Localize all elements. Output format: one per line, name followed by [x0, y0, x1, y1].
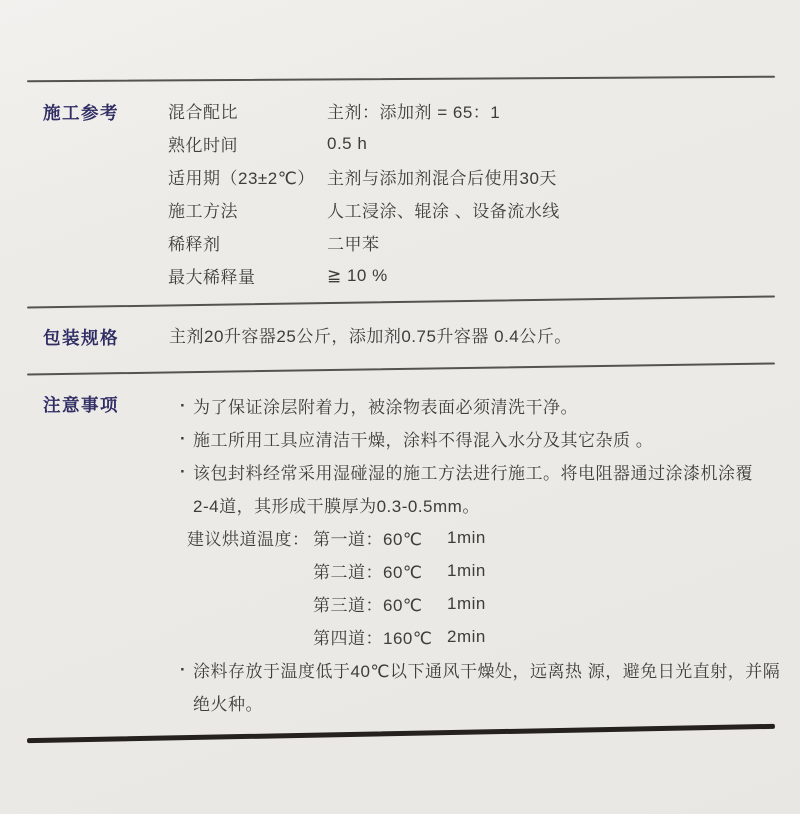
row-field-label: 熟化时间 [168, 136, 238, 155]
row-field-value: ≧ 10 % [327, 265, 388, 285]
section-heading-notes: 注意事项 [43, 395, 119, 415]
baking-pass: 第三道：60℃ [313, 596, 423, 615]
row-field-label: 适用期（23±2℃） [168, 169, 315, 188]
row-field-value: 主剂：添加剂 = 65：1 [327, 103, 501, 122]
bullet-marker: · [180, 428, 187, 448]
baking-temperature-row [180, 554, 780, 587]
bullet-text: 绝火种。 [193, 695, 263, 714]
table-row [168, 127, 560, 160]
row-field-label: 施工方法 [168, 202, 238, 221]
row-field-value: 0.5 h [327, 133, 368, 153]
construction-parameter-table [168, 94, 560, 292]
section-heading-construction: 施工参考 [43, 103, 119, 123]
baking-prefix: 建议烘道温度： [187, 530, 310, 549]
bullet-text: 为了保证涂层附着力，被涂物表面必须清洗干净。 [193, 398, 578, 417]
bullet-item [180, 389, 780, 422]
row-field-label: 混合配比 [168, 103, 238, 122]
table-row [168, 160, 560, 193]
section-divider-rule [27, 362, 775, 375]
table-row [168, 193, 560, 226]
baking-time: 1min [447, 593, 486, 613]
baking-pass: 第四道：160℃ [313, 629, 433, 648]
table-row [168, 94, 560, 127]
precaution-list [180, 389, 780, 719]
bullet-item [180, 455, 780, 488]
baking-time: 1min [447, 527, 486, 547]
row-field-value: 人工浸涂、辊涂 、设备流水线 [327, 202, 560, 221]
baking-pass: 第一道：60℃ [313, 530, 423, 549]
baking-time: 2min [447, 626, 486, 646]
table-row [168, 226, 560, 259]
bullet-item-continuation [180, 686, 780, 719]
bullet-marker: · [180, 659, 187, 679]
row-field-label: 最大稀释量 [168, 268, 256, 287]
baking-time: 1min [447, 560, 486, 580]
row-field-value: 主剂与添加剂混合后使用30天 [327, 169, 557, 188]
section-heading-packaging: 包装规格 [43, 328, 119, 348]
row-field-label: 稀释剂 [168, 235, 221, 254]
baking-temperature-row [180, 521, 780, 554]
baking-temperature-row [180, 620, 780, 653]
baking-temperature-row [180, 587, 780, 620]
baking-pass: 第二道：60℃ [313, 563, 423, 582]
row-field-value: 二甲苯 [327, 235, 380, 254]
table-row [168, 259, 560, 292]
bullet-text: 施工所用工具应清洁干燥，涂料不得混入水分及其它杂质 。 [193, 431, 654, 450]
bullet-text: 涂料存放于温度低于40℃以下通风干燥处，远离热 源，避免日光直射，并隔 [193, 662, 781, 681]
bullet-marker: · [180, 395, 187, 415]
bullet-text: 该包封料经常采用湿碰湿的施工方法进行施工。将电阻器通过涂漆机涂覆 [193, 464, 753, 483]
bullet-item-continuation [180, 488, 780, 521]
bullet-item [180, 422, 780, 455]
packaging-spec-text: 主剂20升容器25公斤，添加剂0.75升容器 0.4公斤。 [169, 327, 572, 346]
section-divider-rule [27, 295, 775, 308]
bullet-item [180, 653, 780, 686]
bottom-border-rule [27, 724, 775, 743]
top-divider-rule [27, 76, 775, 83]
bullet-text: 2-4道，其形成干膜厚为0.3-0.5mm。 [193, 497, 480, 516]
bullet-marker: · [180, 461, 187, 481]
